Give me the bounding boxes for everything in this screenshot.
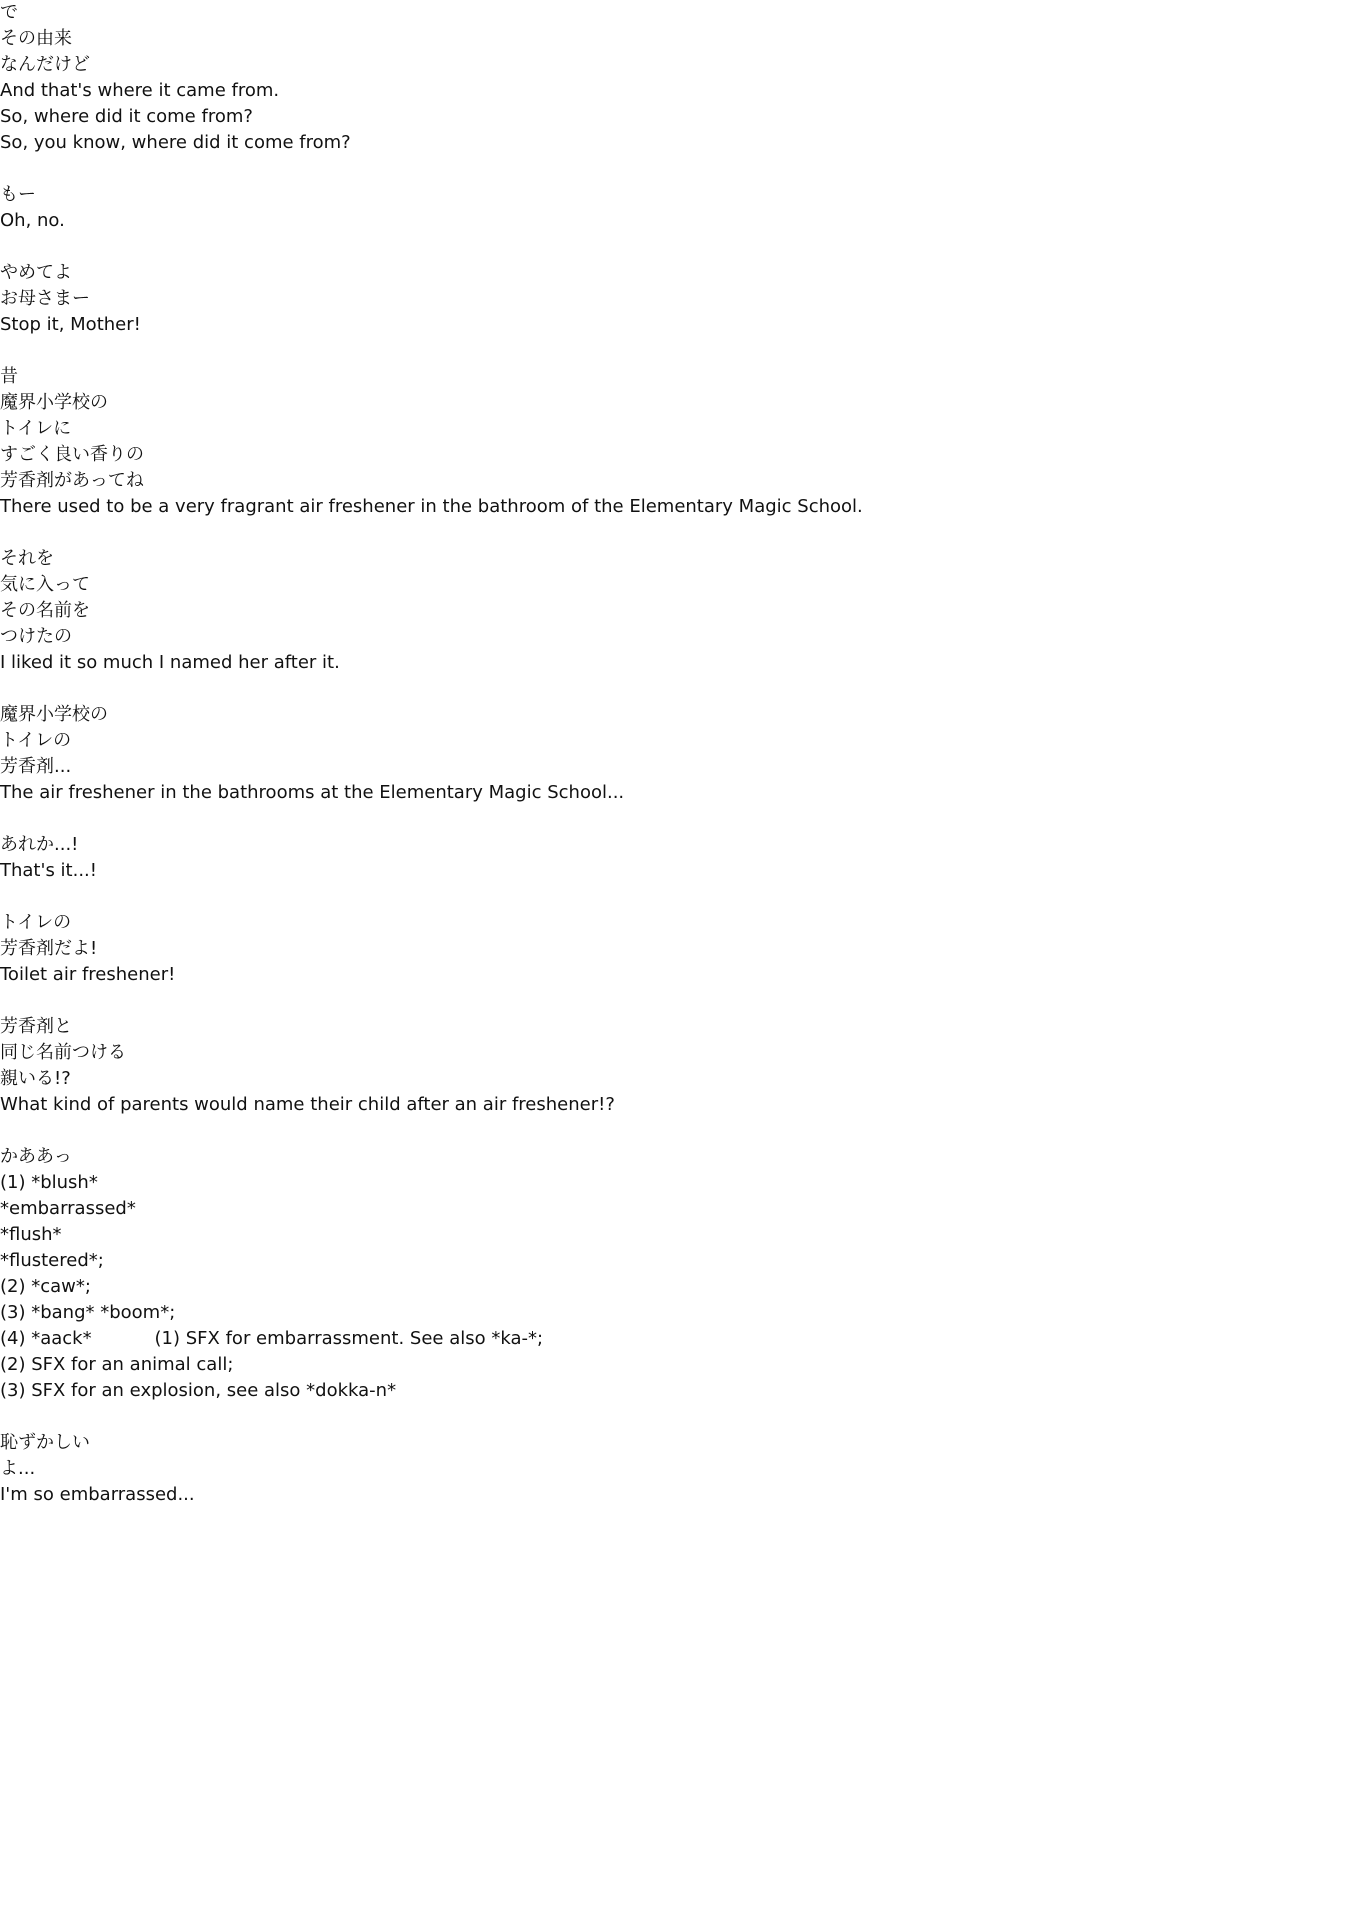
- block-gap: [0, 988, 1350, 1014]
- jp-line: で: [0, 2, 18, 23]
- jp-line: 同じ名前つける: [0, 1042, 126, 1063]
- dialogue-block-11: [0, 1430, 1350, 1508]
- en-line: Toilet air freshener!: [0, 964, 176, 985]
- sfx-line: (2) SFX for an animal call;: [0, 1354, 234, 1375]
- block-gap: [0, 676, 1350, 702]
- block-gap: [0, 806, 1350, 832]
- jp-line: やめてよ: [0, 262, 72, 283]
- jp-line: すごく良い香りの: [0, 444, 144, 465]
- jp-line: あれか...!: [0, 834, 79, 855]
- en-line: The air freshener in the bathrooms at the Elementary Magic School...: [0, 782, 625, 803]
- jp-line: 恥ずかしい: [0, 1432, 90, 1453]
- en-line: And that's where it came from.: [0, 80, 280, 101]
- jp-line: トイレに: [0, 418, 72, 439]
- dialogue-block-10: [0, 1144, 1350, 1404]
- jp-line: かああっ: [0, 1146, 72, 1167]
- en-line: I'm so embarrassed...: [0, 1484, 195, 1505]
- sfx-line: (1) *blush*: [0, 1172, 98, 1193]
- dialogue-block-6: [0, 702, 1350, 806]
- sfx-line: (2) *caw*;: [0, 1276, 91, 1297]
- sfx-line: *embarrassed*: [0, 1198, 136, 1219]
- dialogue-block-7: [0, 832, 1350, 884]
- jp-line: トイレの: [0, 912, 72, 933]
- jp-line: 魔界小学校の: [0, 392, 108, 413]
- en-line: There used to be a very fragrant air freshener in the bathroom of the Elementary Magic School.: [0, 496, 863, 517]
- sfx-line: (3) *bang* *boom*;: [0, 1302, 176, 1323]
- jp-line: それを: [0, 548, 54, 569]
- jp-line: その名前を: [0, 600, 90, 621]
- jp-line: その由来: [0, 28, 72, 49]
- sfx-line: *flustered*;: [0, 1250, 104, 1271]
- block-gap: [0, 520, 1350, 546]
- dialogue-block-3: [0, 260, 1350, 338]
- jp-line: 魔界小学校の: [0, 704, 108, 725]
- jp-line: 芳香剤があってね: [0, 470, 144, 491]
- jp-line: 芳香剤...: [0, 756, 72, 777]
- en-line: So, where did it come from?: [0, 106, 253, 127]
- jp-line: なんだけど: [0, 54, 90, 75]
- jp-line: お母さまー: [0, 288, 90, 309]
- en-line: I liked it so much I named her after it.: [0, 652, 340, 673]
- block-gap: [0, 338, 1350, 364]
- jp-line: 芳香剤だよ!: [0, 938, 98, 959]
- jp-line: 親いる!?: [0, 1068, 71, 1089]
- en-line: So, you know, where did it come from?: [0, 132, 351, 153]
- dialogue-block-4: [0, 364, 1350, 520]
- sfx-line: (3) SFX for an explosion, see also *dokka-n*: [0, 1380, 397, 1401]
- dialogue-block-9: [0, 1014, 1350, 1118]
- jp-line: 気に入って: [0, 574, 90, 595]
- dialogue-block-5: [0, 546, 1350, 676]
- sfx-line: (4) *aack* (1) SFX for embarrassment. See also *ka-*;: [0, 1328, 544, 1349]
- en-line: That's it...!: [0, 860, 97, 881]
- block-gap: [0, 234, 1350, 260]
- jp-line: もー: [0, 184, 36, 205]
- dialogue-block-8: [0, 910, 1350, 988]
- en-line: Stop it, Mother!: [0, 314, 141, 335]
- dialogue-block-2: [0, 182, 1350, 234]
- block-gap: [0, 1404, 1350, 1430]
- block-gap: [0, 1118, 1350, 1144]
- jp-line: つけたの: [0, 626, 72, 647]
- sfx-line: *flush*: [0, 1224, 62, 1245]
- jp-line: 芳香剤と: [0, 1016, 72, 1037]
- jp-line: よ...: [0, 1458, 36, 1479]
- block-gap: [0, 884, 1350, 910]
- dialogue-block-1: [0, 0, 1350, 156]
- jp-line: 昔: [0, 366, 18, 387]
- block-gap: [0, 156, 1350, 182]
- en-line: Oh, no.: [0, 210, 65, 231]
- en-line: What kind of parents would name their child after an air freshener!?: [0, 1094, 615, 1115]
- jp-line: トイレの: [0, 730, 72, 751]
